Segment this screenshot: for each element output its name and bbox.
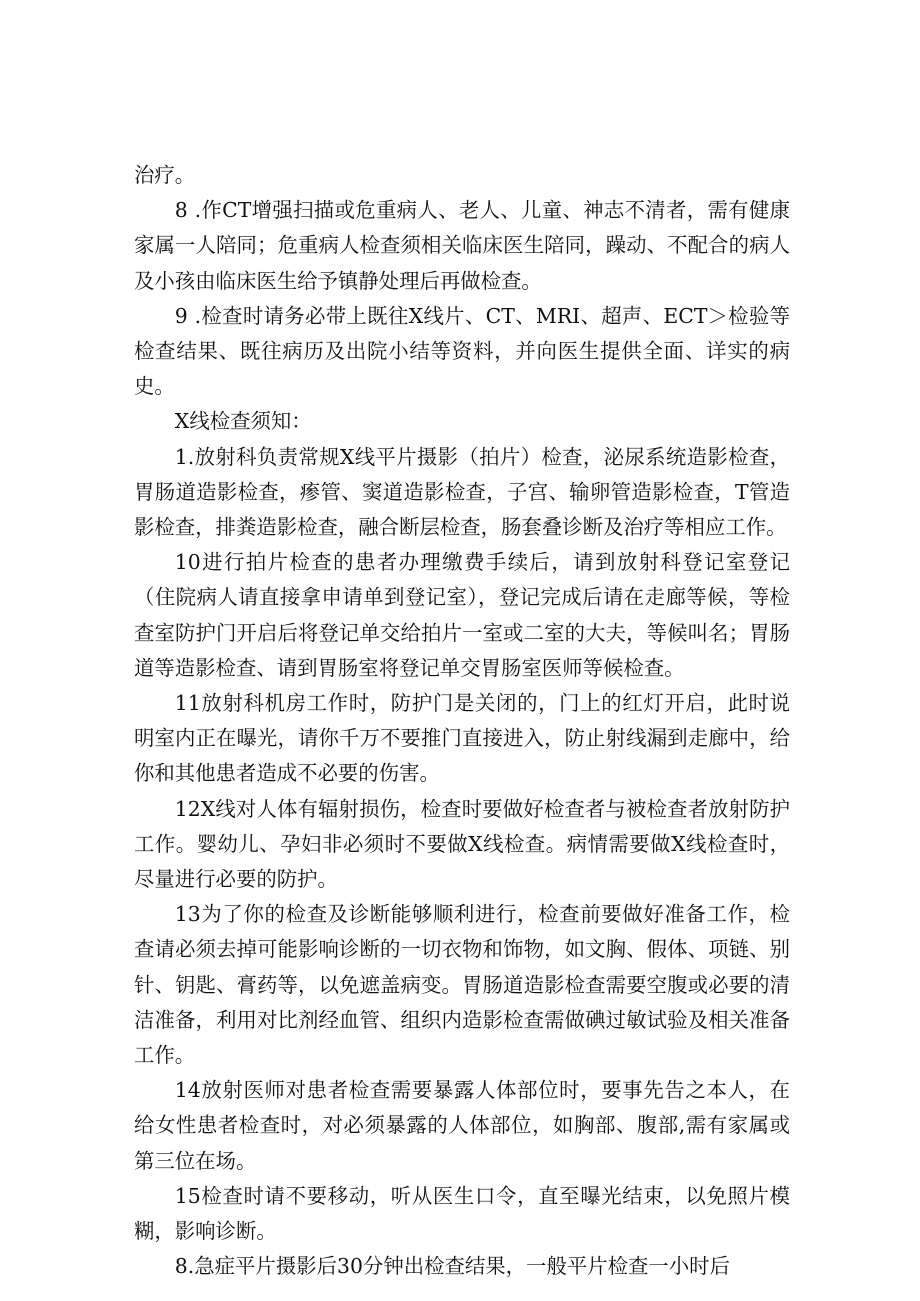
paragraph-item-9-bring-records: 9 .检查时请务必带上既往X线片、CT、MRI、超声、ECT＞检验等检查结果、既往病历及出院小结等资料，并向医生提供全面、详实的病史。 xyxy=(134,303,790,399)
paragraph-item-10-registration: 10进行拍片检查的患者办理缴费手续后，请到放射科登记室登记（住院病人请直接拿申请单到登记室），登记完成后请在走廊等候，等检查室防护门开启后将登记单交给拍片一室或二室的大夫，等候叫名；胃肠道等造影检查、请到胃肠室将登记单交胃肠室医师等候检查。 xyxy=(134,550,790,680)
paragraph-item-8-ct: 8 .作CT增强扫描或危重病人、老人、儿童、神志不清者，需有健康家属一人陪同；危重病人检查须相关临床医生陪同，躁动、不配合的病人及小孩由临床医生给予镇静处理后再做检查。 xyxy=(134,198,790,293)
paragraph-item-13-preparation: 13为了你的检查及诊断能够顺利进行，检查前要做好准备工作，检查请必须去掉可能影响诊断的一切衣物和饰物，如文胸、假体、项链、别针、钥匙、膏药等，以免遮盖病变。胃肠道造影检查需要空腹或必要的清洁准备，利用对比剂经血管、组织内造影检查需做碘过敏试验及相关准备工作。 xyxy=(134,902,790,1068)
paragraph-item-8-results-time: 8.急症平片摄影后30分钟出检查结果，一般平片检查一小时后 xyxy=(174,1254,730,1279)
paragraph-item-15-stay-still: 15检查时请不要移动，听从医生口令，直至曝光结束，以免照片模糊，影响诊断。 xyxy=(134,1183,790,1244)
paragraph-item-14-privacy: 14放射医师对患者检查需要暴露人体部位时，要事先告之本人，在给女性患者检查时，对必须暴露的人体部位，如胸部、腹部,需有家属或第三位在场。 xyxy=(134,1078,790,1173)
paragraph-item-1-radiology-scope: 1.放射科负责常规X线平片摄影（拍片）检查，泌尿系统造影检查，胃肠道造影检查，瘆管、窦道造影检查，子宫、输卵管造影检查，T管造影检查，排粪造影检查，融合断层检查，肠套叠诊断及治疗等相应工作。 xyxy=(134,444,790,540)
paragraph-continuation: 治疗。 xyxy=(134,163,196,187)
paragraph-item-12-radiation: 12X线对人体有辐射损伤，检查时要做好检查者与被检查者放射防护工作。婴幼儿、孕妇非必须时不要做X线检查。病情需要做X线检查时，尽量进行必要的防护。 xyxy=(134,796,790,892)
section-heading-xray-notice: X线检查须知： xyxy=(174,409,312,434)
paragraph-item-11-door-light: 11放射科机房工作时，防护门是关闭的，门上的红灯开启，此时说明室内正在曝光，请你千万不要推门直接进入，防止射线漏到走廊中，给你和其他患者造成不必要的伤害。 xyxy=(134,691,790,786)
document-page xyxy=(134,158,790,1285)
